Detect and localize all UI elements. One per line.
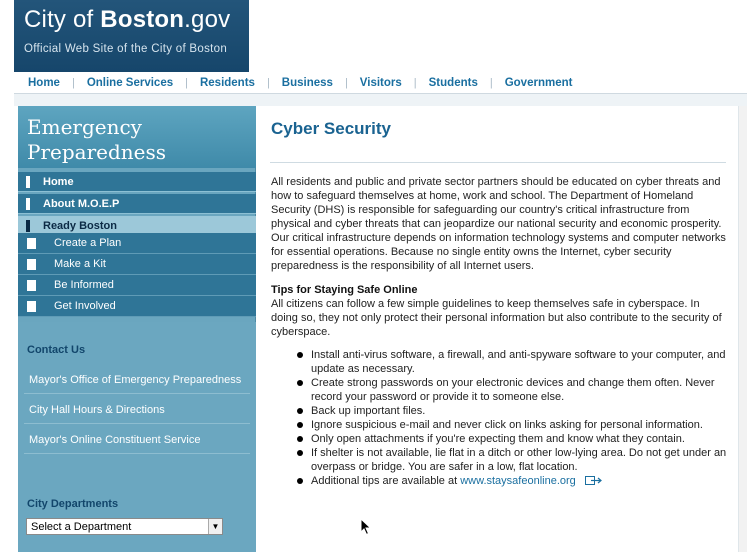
list-item	[294, 376, 734, 404]
nav-item-government	[493, 77, 585, 89]
nav-link-visitors[interactable]: Visitors	[359, 76, 402, 89]
sidebar-subitem-label: Be Informed	[54, 279, 114, 291]
nav-link-business[interactable]: Business	[281, 76, 333, 89]
page-strip	[14, 94, 747, 106]
contact-link-moep[interactable]: Mayor's Office of Emergency Preparedness	[29, 374, 242, 386]
tip-text: Back up important files.	[311, 405, 426, 417]
departments-heading: City Departments	[27, 498, 119, 510]
menu-bar-icon	[26, 198, 30, 210]
divider	[24, 423, 250, 424]
sidebar-subitem-create-plan[interactable]	[18, 233, 256, 254]
external-link-icon[interactable]	[585, 475, 603, 490]
sidebar	[18, 106, 256, 552]
bullet-icon	[297, 380, 303, 386]
nav-separator: |	[413, 76, 417, 89]
submenu-square-icon	[27, 301, 36, 312]
submenu-square-icon	[27, 259, 36, 270]
logo-subtitle: Official Web Site of the City of Boston	[24, 43, 228, 55]
title-divider	[270, 162, 726, 163]
header-background	[249, 0, 747, 72]
sidebar-subitem-label: Get Involved	[54, 300, 116, 312]
nav-link-online-services[interactable]: Online Services	[86, 76, 174, 89]
tip-text: Install anti-virus software, a firewall, and anti-spyware software to your computer, and update as necessary.	[311, 349, 726, 375]
sidebar-title-line1: Emergency	[27, 115, 142, 139]
top-nav	[14, 72, 747, 94]
sidebar-item-label: About M.O.E.P	[43, 197, 120, 210]
contact-link-constituent-service[interactable]: Mayor's Online Constituent Service	[29, 434, 201, 446]
site-logo[interactable]	[14, 0, 249, 72]
nav-item-students	[417, 77, 493, 89]
page-title: Cyber Security	[271, 119, 391, 138]
sidebar-title	[18, 106, 256, 168]
list-item	[294, 348, 734, 376]
mouse-cursor-icon	[360, 518, 372, 541]
tip-text: If shelter is not available, lie flat in a ditch or other low-lying area. Do not get under an overpass or bridge. You are safer in a low, flat location.	[311, 447, 727, 473]
nav-item-visitors	[348, 77, 417, 89]
nav-link-home[interactable]: Home	[28, 76, 60, 89]
bullet-icon	[297, 408, 303, 414]
bullet-icon	[297, 478, 303, 484]
nav-item-home	[14, 77, 75, 89]
nav-item-business	[270, 77, 348, 89]
sidebar-item-home[interactable]	[18, 172, 256, 192]
contact-heading: Contact Us	[27, 344, 86, 356]
bullet-icon	[297, 450, 303, 456]
department-select[interactable]	[26, 518, 223, 535]
tips-intro-paragraph: All citizens can follow a few simple guidelines to keep themselves safe in cyberspace. In doing so, they not only protect their personal information but also contribute to the security of cyberspace.	[271, 298, 722, 338]
divider	[24, 393, 250, 394]
bullet-icon	[297, 422, 303, 428]
submenu-square-icon	[27, 280, 36, 291]
nav-link-residents[interactable]: Residents	[199, 76, 255, 89]
nav-separator: |	[489, 76, 493, 89]
tip-text: Create strong passwords on your electronic devices and change them often. Never record your password or provide it to someone else.	[311, 377, 715, 403]
sidebar-item-label: Ready Boston	[43, 219, 117, 232]
nav-item-residents	[188, 77, 270, 89]
sidebar-subitem-get-involved[interactable]	[18, 296, 256, 317]
tips-list	[294, 348, 734, 490]
list-item	[294, 432, 734, 446]
sidebar-subitem-make-kit[interactable]	[18, 254, 256, 275]
tip-text: Only open attachments if you're expecting them and know what they contain.	[311, 433, 685, 445]
nav-link-students[interactable]: Students	[428, 76, 478, 89]
menu-bar-icon	[26, 220, 30, 232]
sidebar-title-line2: Preparedness	[27, 140, 167, 164]
sidebar-item-about[interactable]	[18, 194, 256, 214]
menu-bar-icon	[26, 176, 30, 188]
chevron-down-icon[interactable]: ▼	[208, 519, 222, 534]
intro-paragraph: All residents and public and private sector partners should be educated on cyber threats and how to safeguard themselves at home, work and school. The Department of Homeland Security (DHS) is responsible for safeguarding our country's critical infrastructure from physical and cyber threats that can jeopardize our national security and economic prosperity. Our critical infrastructure depends on information technology systems and computer networks for essential operations. Because no single entity owns the Internet, cyber security preparedness is the responsibility of all Internet users.	[271, 176, 726, 272]
nav-separator: |	[344, 76, 348, 89]
sidebar-subitem-label: Make a Kit	[54, 258, 106, 270]
contact-link-city-hall[interactable]: City Hall Hours & Directions	[29, 404, 165, 416]
sidebar-item-label: Home	[43, 175, 74, 188]
bullet-icon	[297, 352, 303, 358]
list-item	[294, 474, 734, 490]
sidebar-subitem-label: Create a Plan	[54, 237, 122, 249]
tip-text: Additional tips are available at	[311, 475, 461, 487]
list-item	[294, 446, 734, 474]
nav-separator: |	[185, 76, 188, 89]
staysafeonline-link[interactable]: www.staysafeonline.org	[460, 475, 576, 487]
tips-heading: Tips for Staying Safe Online	[271, 284, 418, 296]
nav-separator: |	[266, 76, 270, 89]
list-item	[294, 404, 734, 418]
list-item	[294, 418, 734, 432]
sidebar-subitem-be-informed[interactable]	[18, 275, 256, 296]
department-select-value: Select a Department	[31, 520, 132, 533]
divider	[24, 453, 250, 454]
right-edge	[738, 106, 747, 552]
nav-item-online-services	[75, 77, 188, 89]
nav-link-government[interactable]: Government	[504, 76, 573, 89]
submenu-square-icon	[27, 238, 36, 249]
nav-separator: |	[71, 76, 75, 89]
bullet-icon	[297, 436, 303, 442]
logo-title: City of Boston.gov	[24, 6, 231, 33]
tip-text: Ignore suspicious e-mail and never click on links asking for personal information.	[311, 419, 703, 431]
